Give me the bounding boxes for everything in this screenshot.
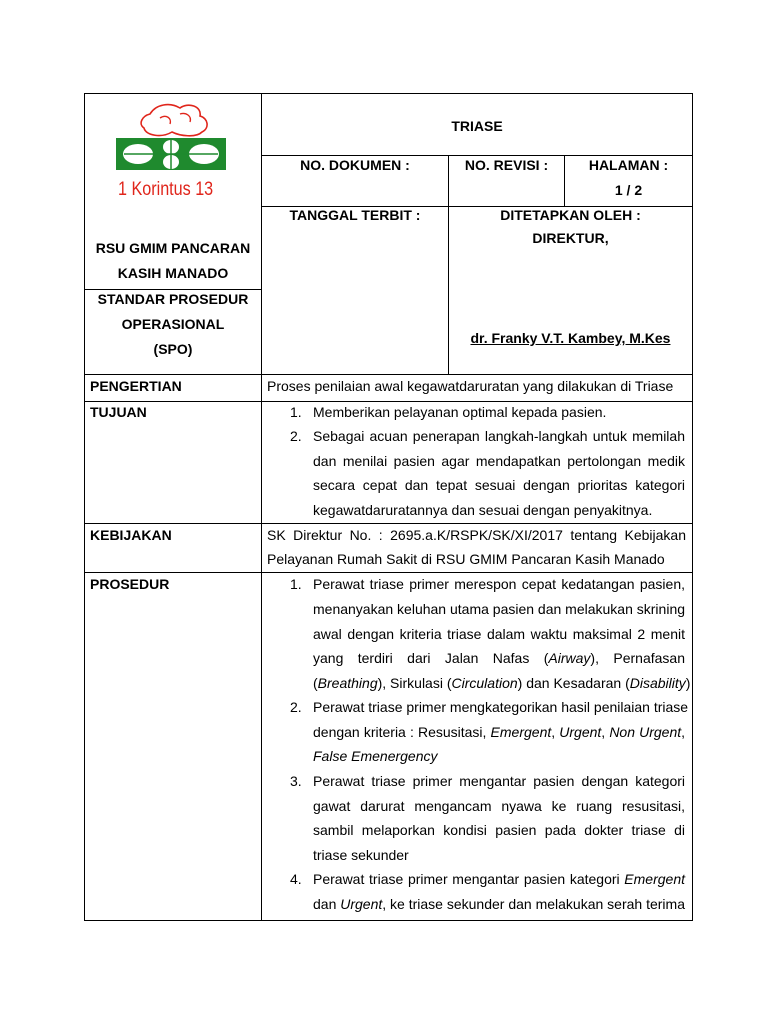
text-italic: Emergent [624, 871, 685, 887]
row-divider [84, 401, 693, 402]
halaman-label: HALAMAN : [588, 157, 669, 173]
row-divider [84, 523, 693, 524]
text-span: yang terdiri dari Jalan Nafas ( [313, 650, 549, 666]
prosedur-1-line3: awal dengan kriteria triase dalam waktu maksimal 2 menit [313, 626, 685, 642]
spo-line2: OPERASIONAL [121, 316, 225, 332]
text-span: Perawat triase primer mengantar pasien kategori [313, 871, 625, 887]
logo-caption: 1 Korintus 13 [118, 179, 214, 200]
kebijakan-line1: SK Direktur No. : 2695.a.K/RSPK/SK/XI/2017 tentang Kebijakan [267, 527, 686, 543]
text-italic: Disability [629, 675, 686, 691]
prosedur-3-line3: sambil melaporkan kondisi pasien pada dokter triase di [313, 822, 685, 838]
text-span: ( [313, 675, 318, 691]
no-dokumen-label: NO. DOKUMEN : [300, 157, 410, 173]
pengertian-label: PENGERTIAN [90, 378, 182, 394]
table-border-left [84, 93, 85, 921]
table-border-right [692, 93, 693, 921]
prosedur-3-line2: gawat darurat mengancam nyawa ke ruang resusitasi, [313, 798, 685, 814]
tujuan-number-2: 2. [290, 428, 302, 444]
prosedur-3-line4: triase sekunder [313, 847, 409, 863]
text-span: dengan kriteria : Resusitasi, [313, 724, 491, 740]
prosedur-1-line2: menanyakan keluhan utama pasien dan melakukan skrining [313, 601, 686, 617]
text-italic: Emergent [490, 724, 552, 740]
text-italic: Non Urgent [609, 724, 682, 740]
kebijakan-label: KEBIJAKAN [90, 527, 172, 543]
row-divider [84, 289, 261, 290]
table-border-bottom [84, 920, 693, 921]
spo-line3: (SPO) [153, 341, 193, 357]
ditetapkan-name: dr. Franky V.T. Kambey, M.Kes [470, 330, 671, 346]
text-span: , [601, 724, 610, 740]
prosedur-1-line5 [313, 675, 690, 691]
tujuan-item-2-line2: dan menilai pasien agar mendapatkan pertolongan medik [313, 453, 685, 469]
ditetapkan-role: DIREKTUR, [532, 230, 609, 246]
prosedur-1-line4 [313, 650, 685, 666]
text-italic: Breathing [317, 675, 378, 691]
tanggal-terbit-label: TANGGAL TERBIT : [289, 207, 421, 223]
text-italic: False Emenergency [313, 748, 438, 764]
prosedur-label: PROSEDUR [90, 576, 170, 592]
prosedur-number-2: 2. [290, 699, 302, 715]
text-italic: Urgent [340, 896, 383, 912]
prosedur-1-line1: Perawat triase primer merespon cepat kedatangan pasien, [313, 576, 685, 592]
prosedur-2-line2 [313, 724, 685, 740]
text-span: ) dan Kesadaran ( [517, 675, 630, 691]
text-span: ), Sirkulasi ( [377, 675, 452, 691]
tujuan-item-2-line3: secara cepat dan tepat sesuai dengan prioritas kategori [313, 477, 685, 493]
text-span: , ke triase sekunder dan melakukan serah terima [382, 896, 685, 912]
text-span: ), Pernafasan [590, 650, 685, 666]
table-border-top [84, 93, 693, 94]
text-italic: Circulation [451, 675, 518, 691]
halaman-value: 1 / 2 [614, 182, 643, 198]
prosedur-2-line3 [313, 748, 438, 764]
prosedur-4-line1 [313, 871, 685, 887]
prosedur-3-line1: Perawat triase primer mengantar pasien dengan kategori [313, 773, 685, 789]
pengertian-text: Proses penilaian awal kegawatdaruratan yang dilakukan di Triase [267, 378, 674, 394]
prosedur-2-line1: Perawat triase primer mengkategorikan hasil penilaian triase [313, 699, 689, 715]
no-revisi-label: NO. REVISI : [464, 157, 549, 173]
text-span: ) [685, 675, 691, 691]
hospital-name-line1: RSU GMIM PANCARAN [95, 240, 251, 256]
prosedur-4-line2 [313, 896, 685, 912]
text-span: , [681, 724, 686, 740]
text-span: dan [313, 896, 341, 912]
text-italic: Airway [548, 650, 591, 666]
row-divider [84, 374, 693, 375]
prosedur-number-3: 3. [290, 773, 302, 789]
document-title: TRIASE [451, 118, 503, 134]
hospital-name-line2: KASIH MANADO [117, 265, 229, 281]
row-divider [261, 155, 693, 156]
text-italic: Urgent [559, 724, 602, 740]
tujuan-item-1: Memberikan pelayanan optimal kepada pasien. [313, 404, 607, 420]
kebijakan-line2: Pelayanan Rumah Sakit di RSU GMIM Pancaran Kasih Manado [267, 551, 665, 567]
tujuan-item-2-line4: kegawatdaruratannya dan sesuai dengan penyakitnya. [313, 502, 653, 518]
tujuan-label: TUJUAN [90, 404, 147, 420]
row-divider [84, 572, 693, 573]
text-span: , [551, 724, 560, 740]
prosedur-number-1: 1. [290, 576, 302, 592]
tujuan-item-2-line1: Sebagai acuan penerapan langkah-langkah untuk memilah [313, 428, 685, 444]
ditetapkan-label: DITETAPKAN OLEH : [500, 207, 641, 223]
prosedur-number-4: 4. [290, 871, 302, 887]
tujuan-number-1: 1. [290, 404, 302, 420]
spo-line1: STANDAR PROSEDUR [97, 291, 249, 307]
hospital-logo [110, 100, 240, 205]
